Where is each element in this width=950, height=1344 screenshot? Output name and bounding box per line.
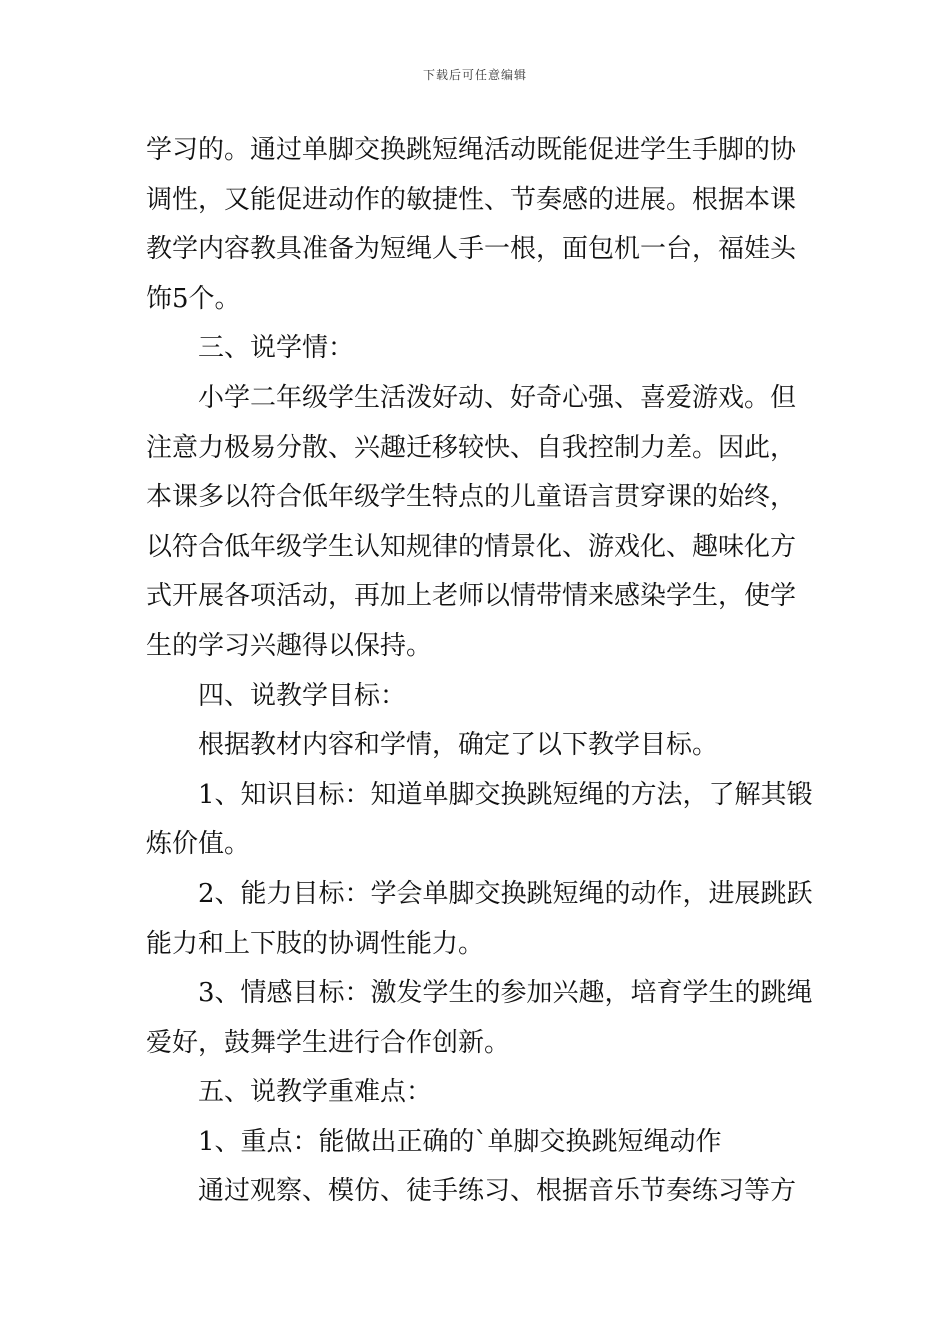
text-line: 能力和上下肢的协调性能力。 bbox=[146, 928, 485, 959]
text-line: 四、说教学目标： bbox=[198, 680, 407, 711]
text-line: 本课多以符合低年级学生特点的儿童语言贯穿课的始终， bbox=[146, 482, 797, 513]
text-line: 1、重点：能做出正确的`单脚交换跳短绳动作 bbox=[198, 1126, 722, 1157]
text-line: 3、情感目标：激发学生的参加兴趣，培育学生的跳绳 bbox=[198, 978, 813, 1009]
text-line: 调性，又能促进动作的敏捷性、节奏感的进展。根据本课 bbox=[146, 184, 797, 215]
text-line: 饰5个。 bbox=[146, 283, 241, 314]
text-line: 三、说学情： bbox=[198, 333, 355, 364]
text-line: 炼价值。 bbox=[146, 829, 251, 860]
page-header-note: 下载后可任意编辑 bbox=[422, 68, 527, 82]
text-line: 学习的。通过单脚交换跳短绳活动既能促进学生手脚的协 bbox=[146, 135, 797, 165]
text-line: 五、说教学重难点： bbox=[198, 1077, 433, 1108]
text-line: 2、能力目标：学会单脚交换跳短绳的动作，进展跳跃 bbox=[198, 878, 813, 909]
text-line: 小学二年级学生活泼好动、好奇心强、喜爱游戏。但 bbox=[198, 382, 797, 413]
text-line: 爱好，鼓舞学生进行合作创新。 bbox=[146, 1027, 511, 1058]
text-line: 式开展各项活动，再加上老师以情带情来感染学生，使学 bbox=[146, 581, 797, 612]
text-line: 教学内容教具准备为短绳人手一根，面包机一台，福娃头 bbox=[146, 234, 797, 265]
text-line: 生的学习兴趣得以保持。 bbox=[146, 630, 433, 661]
text-line: 以符合低年级学生认知规律的情景化、游戏化、趣味化方 bbox=[146, 531, 797, 562]
text-line: 通过观察、模仿、徒手练习、根据音乐节奏练习等方 bbox=[198, 1176, 797, 1207]
text-line: 注意力极易分散、兴趣迁移较快、自我控制力差。因此， bbox=[146, 432, 797, 463]
text-line: 根据教材内容和学情，确定了以下教学目标。 bbox=[198, 730, 719, 761]
document-body bbox=[146, 126, 811, 1217]
text-line: 1、知识目标：知道单脚交换跳短绳的方法，了解其锻 bbox=[198, 779, 813, 810]
